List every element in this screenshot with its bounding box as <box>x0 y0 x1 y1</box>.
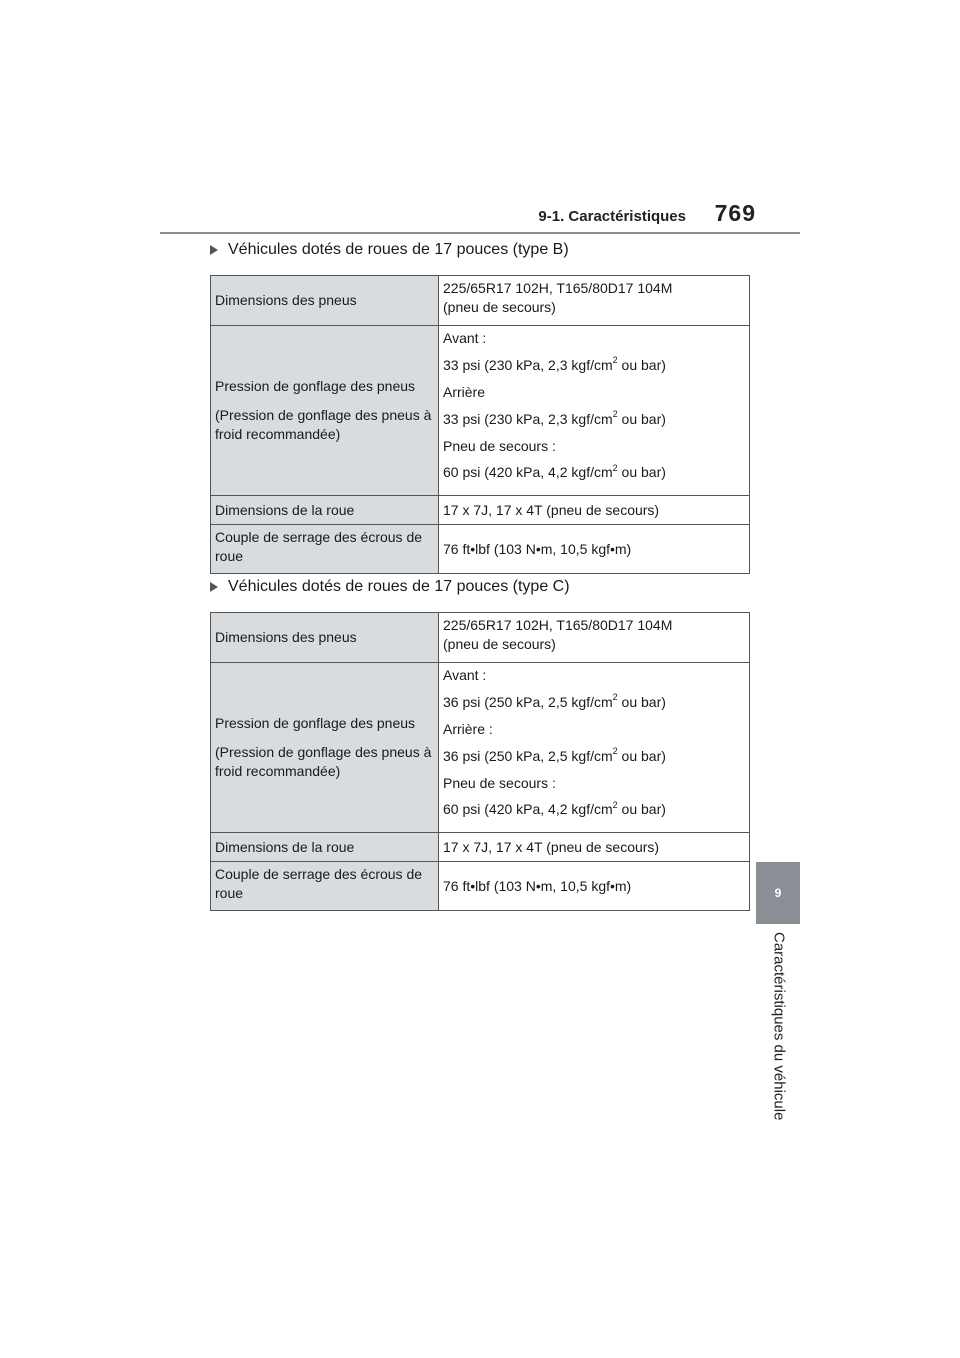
tire-size-value: 225/65R17 102H, T165/80D17 104M (pneu de secours) <box>439 613 750 663</box>
wheel-size-label: Dimensions de la roue <box>211 833 439 862</box>
section-heading-type-b <box>210 241 569 259</box>
section-title: 9-1. Caractéristiques <box>538 208 686 225</box>
section-heading-type-c <box>210 578 570 596</box>
table-row <box>211 833 750 862</box>
triangle-bullet-icon <box>210 245 218 255</box>
page-header <box>160 196 800 238</box>
spec-table-type-b <box>210 275 750 574</box>
tire-size-value: 225/65R17 102H, T165/80D17 104M (pneu de secours) <box>439 276 750 326</box>
triangle-bullet-icon <box>210 582 218 592</box>
heading-text: Véhicules dotés de roues de 17 pouces (type B) <box>228 241 569 258</box>
pressure-value: Avant : 33 psi (230 kPa, 2,3 kgf/$cm^2$ ou bar) Arrière 33 psi (230 kPa, 2,3 kgf/$cm^2$ ou bar) Pneu de secours : 60 psi (420 kPa, 4,2 kgf/$cm^2$ ou bar) <box>439 326 750 496</box>
chapter-side-label <box>764 932 794 1152</box>
table-row <box>211 862 750 911</box>
chapter-tab: 9 <box>756 862 800 924</box>
tire-size-label: Dimensions des pneus <box>211 613 439 663</box>
table-row <box>211 326 750 496</box>
wheel-size-value: 17 x 7J, 17 x 4T (pneu de secours) <box>439 496 750 525</box>
torque-label: Couple de serrage des écrous de roue <box>211 862 439 911</box>
pressure-value: Avant : 36 psi (250 kPa, 2,5 kgf/$cm^2$ ou bar) Arrière : 36 psi (250 kPa, 2,5 kgf/$cm^2$ ou bar) Pneu de secours : 60 psi (420 kPa, 4,2 kgf/$cm^2$ ou bar) <box>439 663 750 833</box>
table-row <box>211 496 750 525</box>
tire-size-label: Dimensions des pneus <box>211 276 439 326</box>
page-number: 769 <box>714 200 756 226</box>
torque-label: Couple de serrage des écrous de roue <box>211 525 439 574</box>
pressure-label: Pression de gonflage des pneus (Pression de gonflage des pneus à froid recommandée) <box>211 326 439 496</box>
wheel-size-value: 17 x 7J, 17 x 4T (pneu de secours) <box>439 833 750 862</box>
wheel-size-label: Dimensions de la roue <box>211 496 439 525</box>
heading-text: Véhicules dotés de roues de 17 pouces (type C) <box>228 578 570 595</box>
header-rule <box>160 232 800 234</box>
chapter-title: Caractéristiques du véhicule <box>770 932 788 1121</box>
table-row <box>211 276 750 326</box>
pressure-label: Pression de gonflage des pneus (Pression de gonflage des pneus à froid recommandée) <box>211 663 439 833</box>
torque-value: 76 ft•lbf (103 N•m, 10,5 kgf•m) <box>439 862 750 911</box>
table-row <box>211 613 750 663</box>
table-row <box>211 663 750 833</box>
torque-value: 76 ft•lbf (103 N•m, 10,5 kgf•m) <box>439 525 750 574</box>
table-row <box>211 525 750 574</box>
spec-table-type-c <box>210 612 750 911</box>
